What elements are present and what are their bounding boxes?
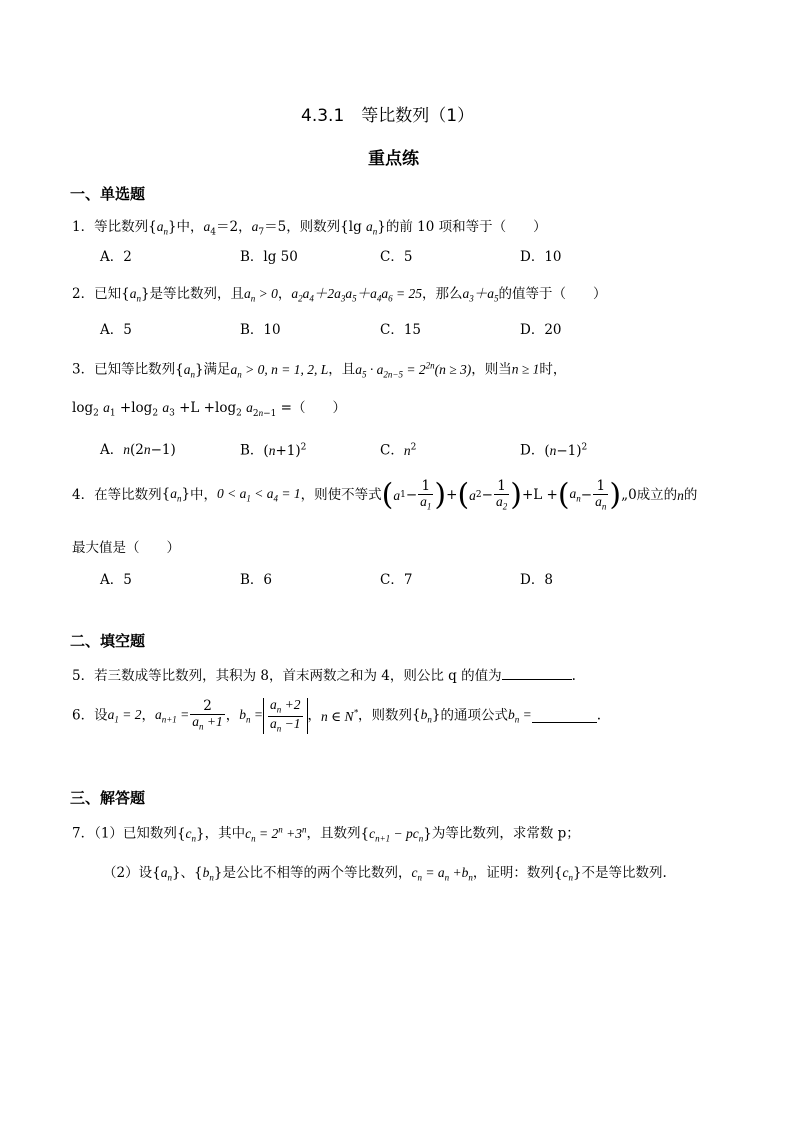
q5-answer-blank[interactable] [502, 667, 572, 680]
q4-option-a[interactable]: A．5 [100, 572, 132, 588]
question-4-line2: 最大值是（ ） [72, 540, 180, 556]
q3-option-d-label: D． [520, 442, 545, 459]
q1-option-d[interactable]: D．10 [520, 249, 562, 265]
q2-option-a[interactable]: A．5 [100, 322, 132, 338]
q2-option-b[interactable]: B．10 [240, 322, 281, 338]
q4-option-c[interactable]: C．7 [380, 572, 413, 588]
q4-suffix: 0成立的 [628, 486, 678, 503]
q5-text: 5．若三数成等比数列，其积为 8，首末两数之和为 4，则公比 q 的值为 [72, 668, 502, 684]
q4-option-d[interactable]: D．8 [520, 572, 553, 588]
q3-option-a[interactable]: A．n(2n−1) [100, 442, 176, 458]
section-heading-single-choice: 一、单选题 [70, 185, 146, 203]
page-title: 4.3.1 等比数列（1） [301, 106, 475, 126]
q6-end: . [596, 707, 602, 724]
section-heading-fill-blank: 二、填空题 [70, 632, 146, 650]
q4-math-n: n [677, 487, 684, 503]
q1-suffix: }的前 10 项和等于（ ） [377, 219, 547, 235]
q7-part2-suffix: 不是等比数列. [581, 865, 667, 881]
q7-math-cn-def: $c_n = a_n +b_n$ [411, 865, 473, 883]
q1-mid1: }中， [167, 219, 204, 235]
q2-math-sum: $a_3+a_5$ [462, 286, 499, 304]
q6-math-recur: $a_{n+1}$ = $\frac{2}{a_n +1}$ [154, 698, 223, 732]
q7-part2-prefix: （2）设 [103, 865, 153, 881]
question-2: 2．已知$\{a_n\}$是等比数列，且$a_n > 0$，$a_2a_4+2a_3a_5+a_4a_6 = 25$，那么$a_3+a_5$的值等于（ ） [72, 286, 607, 304]
q3-option-d-math: $(n-1)^2$ [544, 442, 588, 459]
q2-option-c[interactable]: C．15 [380, 322, 422, 338]
q3-option-b-label: B． [240, 442, 264, 459]
q6-math-bn: $b_n$ = $\frac{a_n +2}{a_n -1}$ [239, 708, 307, 724]
q2-mid: 是等比数列，且 [149, 286, 245, 302]
q1-math-a7: a [251, 219, 259, 234]
question-4 [72, 479, 697, 512]
q2-math-cond: $a_n > 0$ [244, 286, 278, 304]
q3-option-c[interactable] [380, 443, 416, 458]
q4-option-b[interactable]: B．6 [240, 572, 273, 588]
q3-option-b-math: $(n+1)^2$ [263, 442, 307, 459]
q7-math-an: $\{a_n\}$ [152, 865, 181, 883]
q3-math-log: $\log_2 a_1 +\log_2$ $a_3 +L +\log_2$ $a_{2n-1}$ = [72, 400, 292, 419]
q7-math-bn: $\{b_n\}$ [194, 865, 223, 883]
q1-math-a4: a [203, 219, 211, 234]
q3-mid3: ，则当 [471, 361, 512, 378]
q7-part1-prefix: 7．（1）已知数列 [72, 825, 177, 842]
q2-suffix: 的值等于（ ） [498, 286, 607, 302]
q7-math-cn2: $\{c_n\}$ [553, 865, 582, 883]
q7-math-seq2: $\{c_{n+1} - pc_n\}$ [360, 825, 432, 844]
q4-prefix: 4．在等比数列 [72, 486, 162, 503]
page-subtitle: 重点练 [368, 149, 419, 169]
q6-math-seq: $\{b_n\}$ [412, 706, 441, 725]
q1-option-b[interactable]: B．lg 50 [240, 249, 298, 265]
q6-mid: ，则数列 [358, 707, 413, 724]
q3-math-n: n ≥ 1 [511, 361, 540, 377]
q7-part2-mid3: ，证明：数列 [472, 865, 554, 881]
q6-prefix: 6．设 [72, 707, 108, 724]
question-5 [72, 667, 576, 684]
q4-math-cond: $0 < a_1 < a_4 = 1$ [217, 486, 301, 505]
q7-part2-mid2: 是公比不相等的两个等比数列， [222, 865, 412, 881]
q3-option-a-label: A． [100, 442, 124, 458]
q1-mid2: ，则数列{lg [286, 219, 367, 235]
q1-option-a[interactable]: A．2 [100, 249, 132, 265]
q3-option-c-label: C． [380, 442, 404, 459]
q7-math-cn: $\{c_n\}$ [176, 825, 205, 844]
q3-math-cond: $a_n > 0$, n = 1, 2, L [230, 361, 329, 380]
q4-mid: 中， [190, 486, 218, 503]
q3-option-d[interactable] [520, 443, 587, 458]
q6-math-a1: $a_1 = 2$ [107, 706, 142, 725]
q3-prefix: 3．已知等比数列 [72, 361, 176, 378]
q7-part1-suffix: 为等比数列，求常数 p； [431, 825, 580, 842]
q3-option-c-math: $n^2$ [403, 442, 417, 458]
q1-prefix: 1．等比数列{ [72, 219, 157, 235]
section-heading-answer: 三、解答题 [70, 789, 146, 807]
q3-suffix: 时， [539, 361, 567, 378]
question-7-part-1 [72, 825, 580, 843]
question-7-part-2 [103, 866, 667, 883]
question-3 [72, 361, 566, 379]
q2-mid2: ，那么 [422, 286, 463, 302]
q4-math-ineq: (a1− $\frac{1}{a_1}$ )+(a2− $\frac{1}{a_2}$ )$+L +(a_n-$ $\frac{1}{a_n}$ )„ [381, 477, 629, 513]
q5-end: . [571, 668, 576, 684]
q3-math-prod: $a_5 \cdot a_{2n-5} = 2^{2n}(n \ge 3)$ [355, 360, 472, 380]
q1-math-an2: $a_n$ [366, 219, 378, 237]
q3-mid2: ，且 [328, 361, 356, 378]
question-3-line2 [72, 401, 346, 419]
q2-prefix: 2．已知 [72, 286, 122, 302]
q2-math-seq: $\{a_n\}$ [121, 286, 150, 304]
q6-mid2: 的通项公式 [440, 707, 508, 724]
q6-answer-blank[interactable] [532, 710, 597, 723]
q4-math-seq: $\{a_n\}$ [161, 486, 191, 505]
q7-part1-mid: ，其中 [204, 825, 246, 842]
question-6: 6．设$a_1 = 2$，$a_{n+1}$ = $\frac{2}{a_n +1}$ ，$b_n$ = $\frac{a_n +2}{a_n -1}$ ，n ∈ N*，则数列$\{b_n\}$的通项公式$b_n$ = . [72, 697, 602, 734]
q2-option-d[interactable]: D．20 [520, 322, 562, 338]
q3-option-b[interactable] [240, 443, 306, 458]
q3-math-seq: $\{a_n\}$ [175, 361, 204, 380]
q4-mid2: ，则使不等式 [300, 486, 382, 503]
q1-math-an: $a_n$ [156, 219, 168, 237]
q1-option-c[interactable]: C．5 [380, 249, 413, 265]
q6-math-n: n ∈ N* [321, 707, 359, 725]
q7-part2-mid: 、 [180, 865, 195, 881]
q4-end: 的 [683, 486, 698, 503]
q2-math-eq: $a_2a_4+2a_3a_5+a_4a_6 = 25$ [291, 286, 423, 304]
q6-math-bn2: $b_n$ = [507, 706, 532, 725]
q3-line2-suffix: （ ） [292, 400, 346, 416]
q7-math-def: $c_n = 2^n +3^n$ [245, 824, 307, 844]
question-1: 1．等比数列$\{a_n\}$中，$a_4=2$，$a_7=5$，则数列{lg $a_n$}的前 10 项和等于（ ） [72, 219, 547, 238]
q7-part1-mid2: ，且数列 [306, 825, 361, 842]
q3-mid: 满足 [203, 361, 231, 378]
q3-option-a-math: n [123, 442, 130, 457]
